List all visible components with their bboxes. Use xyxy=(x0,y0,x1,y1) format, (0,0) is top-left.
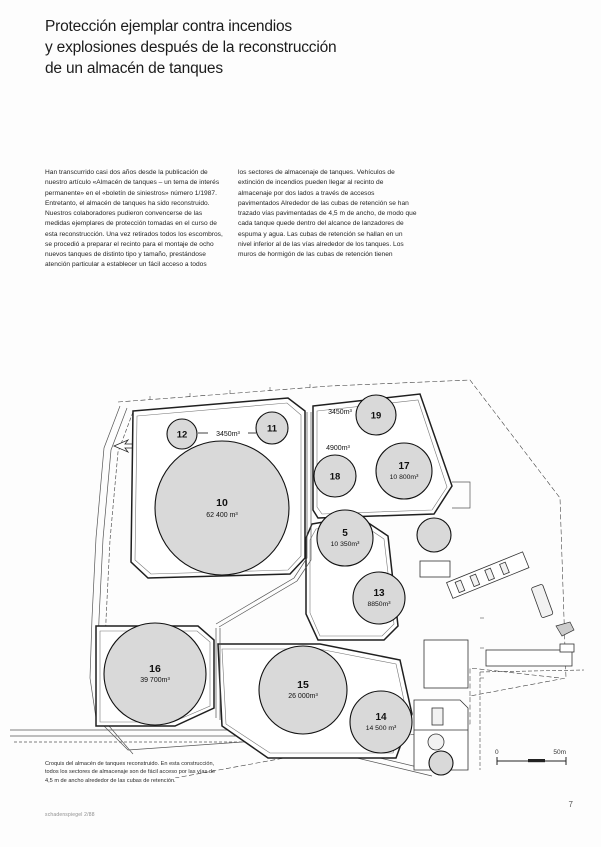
tank-19 xyxy=(356,395,396,435)
tank-13-volume: 8850m³ xyxy=(367,601,391,608)
footer-credit: schadenspiegel 2/88 xyxy=(45,812,95,818)
body-column-right xyxy=(238,168,417,271)
pump-station-complex xyxy=(414,700,468,775)
figure-caption-text: Croquis del almacén de tanques reconstruido. En esta construcción, todos los sectores de almacenaje son de fácil acceso por las vías de 4,5 m de ancho alrededor de las cubas de retención. xyxy=(45,761,216,784)
tank-5-volume: 10 350m³ xyxy=(330,541,360,548)
warehouse-block xyxy=(424,640,468,688)
tank-12 xyxy=(167,419,197,449)
body-paragraph-right: los sectores de almacenaje de tanques. Vehículos de extinción de incendios pueden llegar al recinto de almacenaje por dos lados a través de accesos pavimentados Alrededor de las cubas de retención se han trazado vías pavimentadas de 4,5 m de ancho, de modo que cada tanque quede dentro del alcance de lanzadores de espuma y agua. Las cubas de retención se hallan en un nivel inferior al de las vías alrededor de los tanques. Los muros de hormigón de las cubas de retención tienen xyxy=(238,169,417,258)
tank-12-number: 12 xyxy=(176,429,188,441)
tank-16 xyxy=(104,623,206,725)
tank-14 xyxy=(350,691,412,753)
tank-16-volume: 39 700m³ xyxy=(140,677,170,684)
tank-19-number: 19 xyxy=(370,410,382,422)
headline-line-2: y explosiones después de la reconstrucción xyxy=(45,39,337,56)
body-paragraph-left: Han transcurrido casi dos años desde la publicación de nuestro artículo «Almacén de tanques – un tema de interés permanente» en el «boletín de siniestros» número 1/1987. Entretanto, el almacén de tanques ha sido reconstruido. Nuestros colaboradores pudieron convencerse de las medidas ejemplares de protección tomadas en el curso de esta reconstrucción. Una vez retirados todos los escombros, se procedió a preparar el recinto para el montaje de ocho nuevos tanques de distinto tipo y tamaño, prestándose atención particular a establecer un fácil acceso a todos xyxy=(45,169,223,269)
tank-15 xyxy=(259,646,347,734)
small-round-tank xyxy=(417,518,451,552)
page-number: 7 xyxy=(568,800,573,809)
scale-bar-start-label: 0 xyxy=(495,749,499,756)
tank-14-volume: 14 500 m³ xyxy=(365,725,397,732)
tank-10-number: 10 xyxy=(216,497,228,509)
headline-line-3: de un almacén de tanques xyxy=(45,60,223,77)
tank-18-number: 18 xyxy=(329,471,341,483)
tank-17 xyxy=(376,443,432,499)
scale-bar-end-label: 50m xyxy=(553,749,566,756)
body-column-left xyxy=(45,168,224,271)
tank-18 xyxy=(314,455,356,497)
tank-16-number: 16 xyxy=(149,663,161,675)
tank-13-number: 13 xyxy=(373,588,385,599)
page-title xyxy=(45,16,545,79)
tank-5-number: 5 xyxy=(342,528,348,539)
tank-17-number: 17 xyxy=(398,461,410,472)
site-plan-diagram xyxy=(0,378,601,778)
tank-10 xyxy=(155,441,289,575)
tank-10-volume: 62 400 m³ xyxy=(206,512,238,519)
tank-5 xyxy=(317,510,373,566)
tank-18-volume-label: 4900m³ xyxy=(326,445,350,452)
tank-13 xyxy=(353,572,405,624)
tank-12-11-volume-label: 3450m³ xyxy=(216,431,240,438)
pump-house-small xyxy=(420,561,450,577)
tank-15-volume: 26 000m³ xyxy=(288,693,318,700)
tank-17-volume: 10 800m³ xyxy=(389,474,419,481)
figure-caption xyxy=(45,760,220,785)
tank-19-volume-label: 3450m³ xyxy=(328,409,352,416)
body-text xyxy=(45,168,417,271)
headline-line-1: Protección ejemplar contra incendios xyxy=(45,18,292,35)
tank-11 xyxy=(256,412,288,444)
tank-15-number: 15 xyxy=(297,679,309,691)
tank-11-number: 11 xyxy=(266,423,278,435)
tank-14-number: 14 xyxy=(375,712,387,723)
